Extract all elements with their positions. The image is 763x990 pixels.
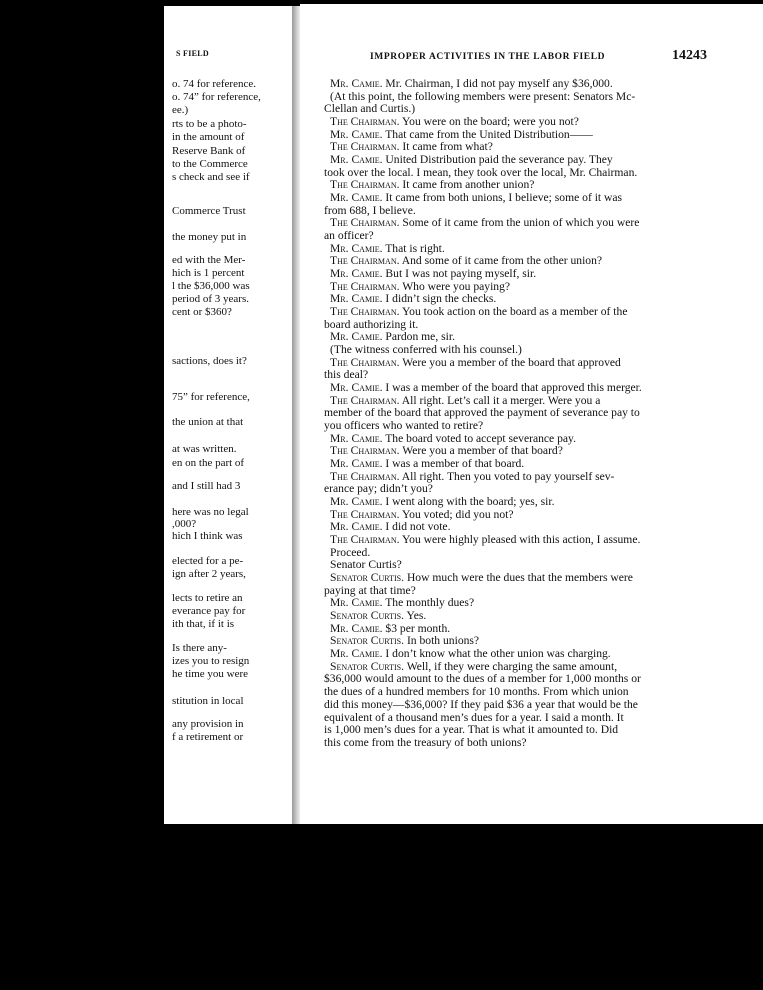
speaker-name: Mr. Camie. (330, 521, 383, 533)
speaker-name: The Chairman. (330, 281, 400, 293)
testimony-text-run: In both unions? (406, 635, 480, 647)
testimony-line (330, 623, 714, 635)
testimony-line (330, 433, 714, 445)
testimony-line (330, 496, 714, 508)
testimony-line (330, 91, 714, 103)
testimony-text-run: $36,000 would amount to the dues of a member for 1,000 months or (324, 673, 641, 685)
testimony-text-run: $3 per month. (385, 623, 451, 635)
left-page-line: period of 3 years. (172, 293, 249, 305)
left-page-line: at was written. (172, 443, 237, 455)
testimony-text-run: from 688, I believe. (324, 205, 416, 217)
speaker-name: Senator Curtis. (330, 610, 405, 622)
testimony-text-run: That came from the United Distribution—— (385, 129, 593, 141)
left-page-line: rts to be a photo- (172, 118, 247, 130)
testimony-line (330, 509, 714, 521)
testimony-line (324, 585, 714, 597)
testimony-line (330, 255, 714, 267)
left-page-line: hich I think was (172, 530, 243, 542)
left-page-line: ith that, if it is (172, 618, 235, 630)
testimony-text-run: How much were the dues that the members were (406, 572, 633, 584)
testimony-text-run: United Distribution paid the severance pay. They (385, 154, 613, 166)
testimony-line (330, 597, 714, 609)
speaker-name: The Chairman. (330, 471, 400, 483)
speaker-name: Mr. Camie. (330, 78, 383, 90)
testimony-text-run: member of the board that approved the payment of severance pay to (324, 407, 640, 419)
speaker-name: Senator Curtis. (330, 661, 405, 673)
testimony-text-run: Proceed. (330, 547, 371, 559)
testimony-text-run: the dues of a hundred members for 10 months. From which union (324, 686, 629, 698)
testimony-text-run: Yes. (406, 610, 427, 622)
speaker-name: The Chairman. (330, 255, 400, 267)
testimony-text-run: Who were you paying? (402, 281, 511, 293)
left-page-line: f a retirement or (172, 731, 244, 743)
testimony-text-run: The board voted to accept severance pay. (385, 433, 576, 445)
testimony-text-run: I don’t know what the other union was charging. (385, 648, 611, 660)
testimony-text-run: (At this point, the following members were present: Senators Mc- (330, 91, 636, 103)
left-page-line: ed with the Mer- (172, 254, 246, 266)
testimony-line (330, 217, 714, 229)
left-page-line: stitution in local (172, 695, 244, 707)
testimony-text-run: It came from both unions, I believe; some of it was (385, 192, 623, 204)
left-page-line: ee.) (172, 104, 189, 116)
speaker-name: The Chairman. (330, 217, 400, 229)
testimony-text-run: It came from another union? (402, 179, 535, 191)
left-page-line: cent or $360? (172, 306, 232, 318)
testimony-text-run: That is right. (385, 243, 445, 255)
left-page-line: 75” for reference, (172, 391, 250, 403)
testimony-line (330, 610, 714, 622)
left-page-line: sactions, does it? (172, 355, 247, 367)
speaker-name: The Chairman. (330, 141, 400, 153)
testimony-text-run: Were you a member of that board? (402, 445, 563, 457)
testimony-text-run: You took action on the board as a member of the (401, 306, 628, 318)
left-page-text (164, 6, 292, 824)
speaker-name: Senator Curtis. (330, 572, 405, 584)
testimony-text-run: you officers who wanted to retire? (324, 420, 484, 432)
speaker-name: The Chairman. (330, 445, 400, 457)
testimony-line (330, 179, 714, 191)
testimony-text-run: Senator Curtis? (330, 559, 402, 571)
speaker-name: Mr. Camie. (330, 597, 383, 609)
testimony-text-run: this come from the treasury of both unions? (324, 737, 527, 749)
speaker-name: The Chairman. (330, 509, 400, 521)
testimony-text-run: It came from what? (402, 141, 493, 153)
testimony-line (324, 167, 714, 179)
testimony-line (330, 192, 714, 204)
testimony-line (330, 559, 714, 571)
testimony-text-run: equivalent of a thousand men’s dues for a year. I said a month. It (324, 712, 624, 724)
speaker-name: Mr. Camie. (330, 192, 383, 204)
testimony-text-run: this deal? (324, 369, 369, 381)
testimony-line (330, 572, 714, 584)
testimony-text-run: I was a member of the board that approved this merger. (385, 382, 642, 394)
testimony-line (330, 661, 714, 673)
testimony-text-run: You voted; did you not? (401, 509, 514, 521)
testimony-line (324, 673, 714, 685)
testimony-text-run: All right. Let’s call it a merger. Were you a (401, 395, 601, 407)
left-page-line: he time you were (172, 668, 249, 680)
speaker-name: Mr. Camie. (330, 458, 383, 470)
speaker-name: Mr. Camie. (330, 382, 383, 394)
testimony-line (324, 407, 714, 419)
scanner-background (0, 824, 763, 990)
testimony-line (330, 471, 714, 483)
testimony-line (324, 319, 714, 331)
testimony-line (330, 445, 714, 457)
speaker-name: Mr. Camie. (330, 129, 383, 141)
left-page-line: in the amount of (172, 131, 245, 143)
left-page-line: here was no legal (172, 506, 249, 518)
testimony-line (324, 724, 714, 736)
testimony-line (330, 243, 714, 255)
testimony-line (330, 344, 714, 356)
testimony-text-run: You were highly pleased with this action, I assume. (401, 534, 641, 546)
testimony-line (324, 230, 714, 242)
testimony-line (324, 712, 714, 724)
testimony-text-run: All right. Then you voted to pay yourself sev- (401, 471, 615, 483)
testimony-text-run: did this money—$36,000? If they paid $36 a year that would be the (324, 699, 638, 711)
testimony-text-run: I went along with the board; yes, sir. (385, 496, 555, 508)
running-head-title: IMPROPER ACTIVITIES IN THE LABOR FIELD (370, 52, 606, 62)
speaker-name: The Chairman. (330, 306, 400, 318)
speaker-name: Mr. Camie. (330, 331, 383, 343)
testimony-line (330, 78, 714, 90)
left-running-head: S FIELD (176, 49, 209, 58)
left-page-line: ,000? (172, 518, 197, 530)
testimony-text-run: And some of it came from the other union? (401, 255, 603, 267)
speaker-name: The Chairman. (330, 357, 400, 369)
testimony-text-run: But I was not paying myself, sir. (385, 268, 537, 280)
testimony-line (330, 458, 714, 470)
speaker-name: Mr. Camie. (330, 243, 383, 255)
testimony-line (330, 395, 714, 407)
page-number: 14243 (672, 48, 707, 63)
testimony-text-run: The monthly dues? (385, 597, 475, 609)
testimony-text-run: (The witness conferred with his counsel.) (330, 344, 522, 356)
testimony-line (330, 357, 714, 369)
testimony-text-run: Pardon me, sir. (385, 331, 455, 343)
testimony-text-run: board authorizing it. (324, 319, 419, 331)
left-page-line: Reserve Bank of (172, 145, 246, 157)
testimony-text-run: paying at that time? (324, 585, 416, 597)
left-page-line: Commerce Trust (172, 205, 246, 217)
speaker-name: Mr. Camie. (330, 648, 383, 660)
speaker-name: Mr. Camie. (330, 268, 383, 280)
testimony-line (330, 521, 714, 533)
testimony-line (324, 699, 714, 711)
testimony-line (324, 205, 714, 217)
speaker-name: Mr. Camie. (330, 496, 383, 508)
testimony-line (330, 154, 714, 166)
testimony-text-run: an officer? (324, 230, 374, 242)
testimony-line (330, 293, 714, 305)
left-page-line: hich is 1 percent (172, 267, 245, 279)
right-page (300, 4, 763, 824)
speaker-name: Mr. Camie. (330, 433, 383, 445)
speaker-name: The Chairman. (330, 116, 400, 128)
left-page-line: the money put in (172, 231, 247, 243)
speaker-name: The Chairman. (330, 395, 400, 407)
testimony-line (330, 129, 714, 141)
testimony-line (324, 483, 714, 495)
testimony-text-run: Mr. Chairman, I did not pay myself any $36,000. (385, 78, 613, 90)
testimony-text-run: Well, if they were charging the same amount, (406, 661, 618, 673)
testimony-line (330, 534, 714, 546)
left-page-line: the union at that (172, 416, 244, 428)
speaker-name: The Chairman. (330, 534, 400, 546)
left-page-line: en on the part of (172, 457, 245, 469)
left-page-line: l the $36,000 was (172, 280, 250, 292)
testimony-text-run: Clellan and Curtis.) (324, 103, 416, 115)
testimony-line (330, 382, 714, 394)
left-page-line: any provision in (172, 718, 244, 730)
left-page-line: s check and see if (172, 171, 250, 183)
left-page-line: and I still had 3 (172, 480, 241, 492)
testimony-text (300, 4, 763, 824)
testimony-text-run: I was a member of that board. (385, 458, 525, 470)
testimony-line (330, 648, 714, 660)
testimony-text-run: is 1,000 men’s dues for a year. That is what it amounted to. Did (324, 724, 619, 736)
testimony-line (324, 420, 714, 432)
testimony-text-run: took over the local. I mean, they took over the local, Mr. Chairman. (324, 167, 638, 179)
testimony-line (324, 686, 714, 698)
testimony-line (324, 369, 714, 381)
left-page-line: izes you to resign (172, 655, 250, 667)
left-page-line: o. 74” for reference, (172, 91, 261, 103)
speaker-name: The Chairman. (330, 179, 400, 191)
testimony-line (330, 547, 714, 559)
testimony-text-run: I didn’t sign the checks. (385, 293, 497, 305)
speaker-name: Mr. Camie. (330, 293, 383, 305)
testimony-text-run: Were you a member of the board that approved (402, 357, 621, 369)
testimony-line (330, 306, 714, 318)
testimony-line (330, 635, 714, 647)
testimony-line (324, 737, 714, 749)
speaker-name: Mr. Camie. (330, 154, 383, 166)
left-page-line: Is there any- (172, 642, 227, 654)
testimony-text-run: Some of it came from the union of which you were (402, 217, 640, 229)
left-page-line: to the Commerce (172, 158, 248, 170)
testimony-text-run: erance pay; didn’t you? (324, 483, 433, 495)
testimony-line (330, 281, 714, 293)
testimony-line (330, 116, 714, 128)
speaker-name: Mr. Camie. (330, 623, 383, 635)
left-page-line: ign after 2 years, (172, 568, 246, 580)
testimony-line (330, 268, 714, 280)
testimony-line (330, 141, 714, 153)
left-page-line: elected for a pe- (172, 555, 244, 567)
testimony-line (324, 103, 714, 115)
left-page-line: lects to retire an (172, 592, 243, 604)
speaker-name: Senator Curtis. (330, 635, 405, 647)
left-page-line: everance pay for (172, 605, 246, 617)
testimony-line (330, 331, 714, 343)
testimony-text-run: I did not vote. (385, 521, 451, 533)
testimony-text-run: You were on the board; were you not? (401, 116, 579, 128)
left-page-fragment (164, 6, 295, 824)
left-page-line: o. 74 for reference. (172, 78, 256, 90)
